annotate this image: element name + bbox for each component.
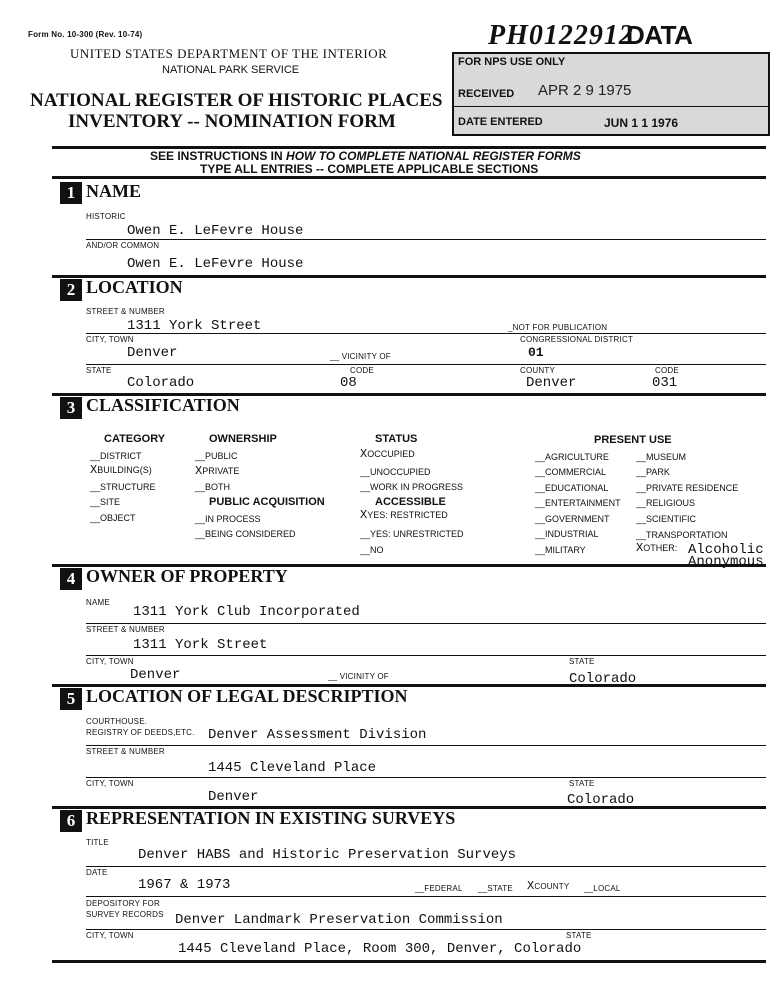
ownership-heading: OWNERSHIP <box>209 433 277 445</box>
owner-city-label: CITY, TOWN <box>86 657 134 666</box>
state-value: Colorado <box>127 375 195 391</box>
form-title-line1: NATIONAL REGISTER OF HISTORIC PLACES <box>30 90 443 111</box>
depository-state-label: STATE <box>566 931 592 940</box>
instructions-line2: TYPE ALL ENTRIES -- COMPLETE APPLICABLE SECTIONS <box>200 162 539 176</box>
use-industrial: __INDUSTRIAL <box>535 529 599 539</box>
date-entered-stamp: JUN 1 1 1976 <box>604 116 679 130</box>
use-other: XOTHER: <box>636 541 678 555</box>
data-sheet-label: DATA <box>626 20 692 50</box>
ownership-both: __BOTH <box>195 482 231 492</box>
courthouse-label: COURTHOUSE. <box>86 717 148 726</box>
checked-mark: X <box>360 447 368 461</box>
received-label: RECEIVED <box>458 88 515 100</box>
checked-mark: X <box>195 464 203 478</box>
nps-use-label: FOR NPS USE ONLY <box>458 56 566 68</box>
registry-label: REGISTRY OF DEEDS,ETC. <box>86 728 195 737</box>
section-6-number: 6 <box>60 810 82 832</box>
use-museum: __MUSEUM <box>636 452 687 462</box>
status-work-in-progress: __WORK IN PROGRESS <box>360 482 464 492</box>
section-4-title: OWNER OF PROPERTY <box>86 566 288 586</box>
received-stamp: APR 2 9 1975 <box>538 82 632 99</box>
county-code-value: 031 <box>652 375 678 391</box>
use-religious: __RELIGIOUS <box>636 498 696 508</box>
owner-vicinity-label: __ VICINITY OF <box>328 672 389 681</box>
use-private-residence: __PRIVATE RESIDENCE <box>636 483 739 493</box>
owner-state-value: Colorado <box>569 671 637 687</box>
county-value: Denver <box>526 375 577 391</box>
vicinity-label: __ VICINITY OF <box>330 352 391 361</box>
use-military: __MILITARY <box>535 545 586 555</box>
survey-county: XCOUNTY <box>527 879 570 893</box>
owner-street-value: 1311 York Street <box>133 637 268 653</box>
category-heading: CATEGORY <box>104 433 166 445</box>
instructions-line1: SEE INSTRUCTIONS IN HOW TO COMPLETE NATIONAL REGISTER FORMS <box>150 149 581 163</box>
checked-mark: X <box>360 508 368 522</box>
section-4-number: 4 <box>60 568 82 590</box>
survey-local: __LOCAL <box>584 884 621 893</box>
use-scientific: __SCIENTIFIC <box>636 514 697 524</box>
use-park: __PARK <box>636 467 670 477</box>
owner-name-label: NAME <box>86 598 110 607</box>
section-1-title: NAME <box>86 181 141 201</box>
section-3-number: 3 <box>60 397 82 419</box>
accessible-restricted: XYES: RESTRICTED <box>360 508 448 522</box>
category-structure: __STRUCTURE <box>90 482 156 492</box>
ownership-private: XPRIVATE <box>195 464 240 478</box>
section-6-title: REPRESENTATION IN EXISTING SURVEYS <box>86 808 456 828</box>
date-entered-label: DATE ENTERED <box>458 116 543 128</box>
depository-city-value: 1445 Cleveland Place, Room 300, Denver, Colorado <box>178 941 582 957</box>
status-unoccupied: __UNOCCUPIED <box>360 467 431 477</box>
legal-state-value: Colorado <box>567 792 635 808</box>
street-value: 1311 York Street <box>127 318 262 334</box>
survey-title-label: TITLE <box>86 838 109 847</box>
owner-name-value: 1311 York Club Incorporated <box>133 604 360 620</box>
category-site: __SITE <box>90 497 121 507</box>
city-value: Denver <box>127 345 178 361</box>
street-label: STREET & NUMBER <box>86 307 165 316</box>
depository-value: Denver Landmark Preservation Commission <box>175 912 503 928</box>
section-1-number: 1 <box>60 182 82 204</box>
legal-city-label: CITY, TOWN <box>86 779 134 788</box>
county-code-label: CODE <box>655 366 679 375</box>
congressional-district-value: 01 <box>528 345 544 360</box>
use-educational: __EDUCATIONAL <box>535 483 609 493</box>
legal-city-value: Denver <box>208 789 259 805</box>
state-code-value: 08 <box>340 375 357 391</box>
historic-name: Owen E. LeFevre House <box>127 223 304 239</box>
service-name: NATIONAL PARK SERVICE <box>162 64 300 76</box>
owner-city-value: Denver <box>130 667 181 683</box>
code-label: CODE <box>350 366 374 375</box>
survey-date-label: DATE <box>86 868 108 877</box>
instructions-reference: HOW TO COMPLETE NATIONAL REGISTER FORMS <box>286 149 581 163</box>
department-name: UNITED STATES DEPARTMENT OF THE INTERIOR <box>70 46 388 61</box>
accessible-unrestricted: __YES: UNRESTRICTED <box>360 529 464 539</box>
nps-use-box <box>452 52 770 136</box>
checked-mark: X <box>636 541 644 555</box>
depository-city-label: CITY, TOWN <box>86 931 134 940</box>
common-name: Owen E. LeFevre House <box>127 256 304 272</box>
accessible-heading: ACCESSIBLE <box>375 496 446 508</box>
acquisition-in-process: __IN PROCESS <box>195 514 261 524</box>
category-building: XBUILDING(S) <box>90 463 152 477</box>
other-use-value-2: Anonymous <box>688 554 764 570</box>
use-agriculture: __AGRICULTURE <box>535 452 609 462</box>
use-entertainment: __ENTERTAINMENT <box>535 498 621 508</box>
congressional-district-label: CONGRESSIONAL DISTRICT <box>520 335 634 344</box>
section-3-title: CLASSIFICATION <box>86 395 240 415</box>
depository-label-1: DEPOSITORY FOR <box>86 899 160 908</box>
section-2-number: 2 <box>60 279 82 301</box>
use-transportation: __TRANSPORTATION <box>636 530 728 540</box>
use-government: __GOVERNMENT <box>535 514 610 524</box>
category-district: __DISTRICT <box>90 451 142 461</box>
public-acquisition-heading: PUBLIC ACQUISITION <box>209 496 325 508</box>
status-heading: STATUS <box>375 433 418 445</box>
present-use-heading: PRESENT USE <box>594 434 672 446</box>
survey-date-value: 1967 & 1973 <box>138 877 231 893</box>
owner-state-label: STATE <box>569 657 595 666</box>
common-label: AND/OR COMMON <box>86 241 160 250</box>
legal-street-label: STREET & NUMBER <box>86 747 165 756</box>
legal-state-label: STATE <box>569 779 595 788</box>
status-occupied: XOCCUPIED <box>360 447 415 461</box>
checked-mark: X <box>90 463 98 477</box>
survey-federal: __FEDERAL <box>415 884 463 893</box>
section-5-number: 5 <box>60 688 82 710</box>
survey-title-value: Denver HABS and Historic Preservation Surveys <box>138 847 517 863</box>
registry-value: Denver Assessment Division <box>208 727 427 743</box>
handwritten-id: PH0122912 <box>488 20 634 51</box>
other-use-value-1: Alcoholic <box>688 542 764 558</box>
section-2-title: LOCATION <box>86 277 183 297</box>
survey-state: __STATE <box>478 884 513 893</box>
acquisition-being-considered: __BEING CONSIDERED <box>195 529 296 539</box>
ownership-public: __PUBLIC <box>195 451 238 461</box>
owner-street-label: STREET & NUMBER <box>86 625 165 634</box>
checked-mark: X <box>527 879 535 893</box>
section-5-title: LOCATION OF LEGAL DESCRIPTION <box>86 686 408 706</box>
historic-label: HISTORIC <box>86 212 126 221</box>
state-label: STATE <box>86 366 112 375</box>
county-label: COUNTY <box>520 366 555 375</box>
city-label: CITY, TOWN <box>86 335 134 344</box>
accessible-no: __NO <box>360 545 384 555</box>
form-title-line2: INVENTORY -- NOMINATION FORM <box>68 111 396 132</box>
legal-street-value: 1445 Cleveland Place <box>208 760 377 776</box>
use-commercial: __COMMERCIAL <box>535 467 607 477</box>
form-number: Form No. 10-300 (Rev. 10-74) <box>28 30 143 39</box>
category-object: __OBJECT <box>90 513 136 523</box>
not-for-publication: _NOT FOR PUBLICATION <box>508 323 608 332</box>
depository-label-2: SURVEY RECORDS <box>86 910 164 919</box>
